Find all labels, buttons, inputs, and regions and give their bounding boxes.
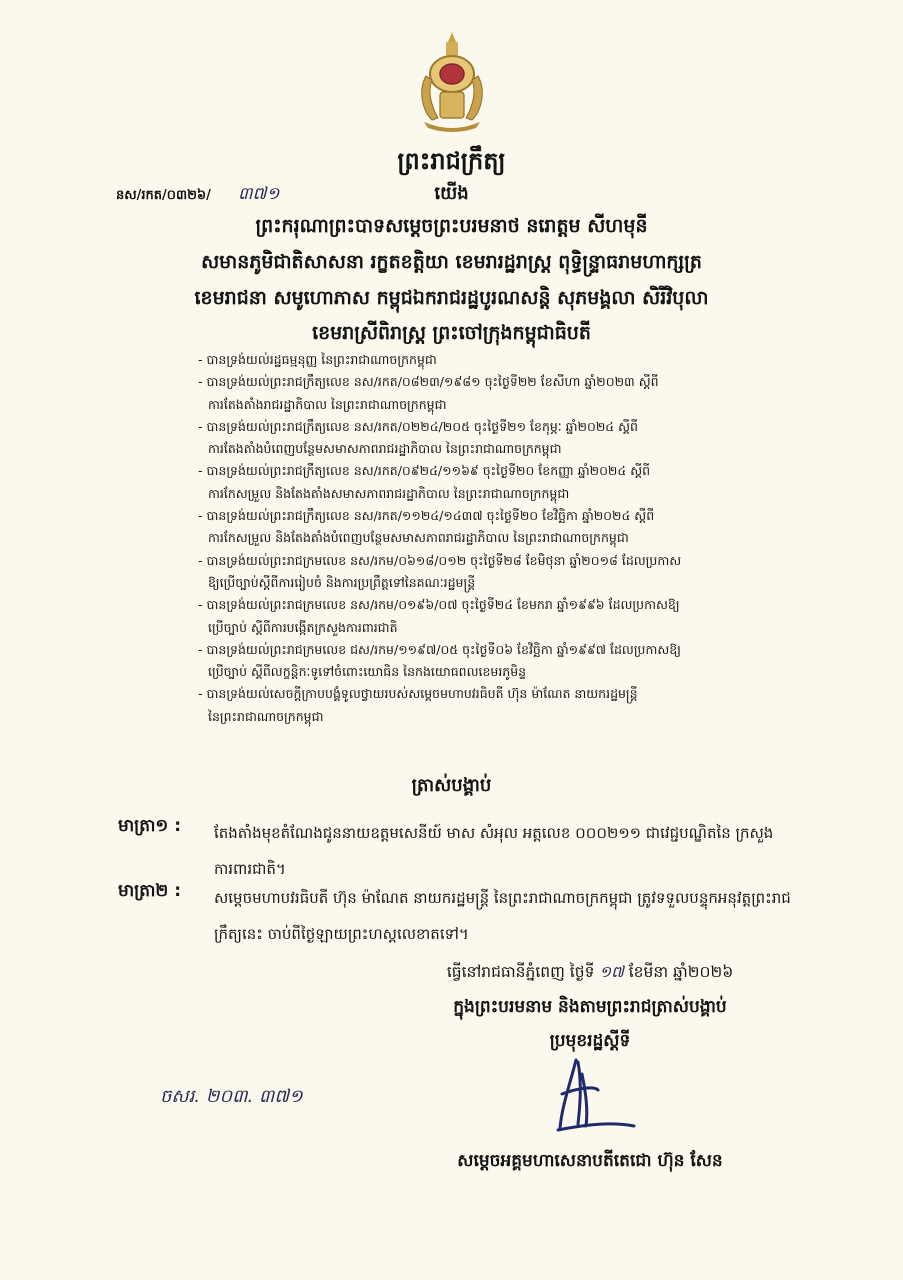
date-day-handwritten: ១៧: [599, 963, 624, 981]
date-line: ធ្វើនៅរាជធានីភ្នំពេញ ថ្ងៃទី ១៧ ខែមីនា ឆ្នាំ២០២៦: [446, 963, 734, 981]
royal-title-line: ព្រះករុណាព្រះបាទសម្តេចព្រះបរមនាថ នរោត្តម សីហមុនី: [255, 215, 648, 237]
article-text: តែងតាំងមុខតំណែងជូននាយឧត្តមសេនីយ៍ មាស សំអុល អត្តលេខ ០០០២១១ ជាវេជ្ជបណ្ឌិតនៃ ក្រសួងការពារជាតិ។: [214, 824, 774, 878]
visa-item: - បានទ្រង់យល់ព្រះរាជក្រមលេខ នស/រកម/០១៩៦/០៧ ចុះថ្ងៃទី២៤ ខែមករា ឆ្នាំ១៩៩៦ ដែលប្រកាសឱ្យ ប្រើច្បាប់ ស្តីពីការបង្កើតក្រសួងការពារជាតិ: [198, 597, 680, 635]
signature-icon: [548, 1054, 638, 1138]
visa-item: - បានទ្រង់យល់ព្រះរាជក្រមលេខ ជស/រកម/១១៩៧/០៥ ចុះថ្ងៃទី០៦ ខែវិច្ឆិកា ឆ្នាំ១៩៩៧ ដែលប្រកាសឱ្យ ប្រើច្បាប់ ស្តីពីលក្ខន្តិកៈទូទៅចំពោះយោធិន នៃកងយោធពលខេមរភូមិន្ទ: [198, 641, 681, 680]
yerng-heading: យើង: [434, 183, 469, 204]
royal-title-line: សមានភូមិជាតិសាសនា រក្ខតខត្តិយា ខេមរារដ្ឋរាស្ត្រ ពុទ្ធិន្ទ្រាធរាមហាក្សត្រ: [201, 251, 702, 273]
decree-heading: ត្រាស់បង្គាប់: [411, 775, 492, 796]
visa-item: - បានទ្រង់យល់ព្រះរាជក្រឹត្យលេខ នស/រកត/០២២៤/២០៥ ចុះថ្ងៃទី២១ ខែកុម្ភៈ ឆ្នាំ២០២៤ ស្តីពី ការតែងតាំងបំពេញបន្ថែមសមាសភាពរាជរដ្ឋាភិបាល នៃព្រះរាជាណាចក្រកម្ពុជា: [198, 418, 638, 457]
visa-item: - បានទ្រង់យល់រដ្ឋធម្មនុញ្ញ នៃព្រះរាជាណាចក្រកម្ពុជា: [198, 352, 437, 367]
reference-number: នស/រកត/០៣២៦/: [116, 188, 211, 203]
royal-title-line: ខេមរាស្រីពិរាស្ត្រ ព្រះចៅក្រុងកម្ពុជាធិបតី: [312, 322, 591, 344]
behalf-line: ក្នុងព្រះបរមនាម និងតាមព្រះរាជត្រាស់បង្គាប់: [453, 997, 727, 1017]
article-label: មាត្រា២ :: [118, 881, 182, 901]
royal-title-line: ខេមរាជនា សមូហោភាស កម្ពុជឯករាជរដ្ឋបូរណសន្តិ សុភមង្គលា សិរីវិបុលា: [194, 287, 709, 309]
royal-emblem-icon: [416, 30, 488, 132]
document-title: ព្រះរាជក្រឹត្យ: [397, 147, 506, 175]
reference-handwritten: ៣៧១: [238, 184, 280, 204]
article-label: មាត្រា១ :: [118, 816, 182, 836]
article-text: សម្តេចមហាបវរធិបតី ហ៊ុន ម៉ាណែត នាយករដ្ឋមន្ត្រី នៃព្រះរាជាណាចក្រកម្ពុជា ត្រូវទទួលបន្ទុកអនុវត្តព្រះរាជក្រឹត្យនេះ ចាប់ពីថ្ងៃឡាយព្រះហស្តលេខាតទៅ។: [214, 889, 791, 943]
visa-item: - បានទ្រង់យល់ព្រះរាជក្រមលេខ នស/រកម/០៦១៨/០១២ ចុះថ្ងៃទី២៨ ខែមិថុនា ឆ្នាំ២០១៨ ដែលប្រកាស ឱ្យប្រើច្បាប់ស្តីពីការរៀបចំ និងការប្រព្រឹត្តទៅនៃគណៈរដ្ឋមន្ត្រី: [198, 552, 682, 590]
signer-name: សម្តេចអគ្គមហាសេនាបតីតេជោ ហ៊ុន សែន: [457, 1151, 723, 1171]
visa-item: - បានទ្រង់យល់ព្រះរាជក្រឹត្យលេខ នស/រកត/០៩២៤/១១៦៩ ចុះថ្ងៃទី២០ ខែកញ្ញា ឆ្នាំ២០២៤ ស្តីពី ការកែសម្រួល និងតែងតាំងសមាសភាពរាជរដ្ឋាភិបាល នៃព្រះរាជាណាចក្រកម្ពុជា: [198, 463, 651, 501]
acting-head-title: ប្រមុខរដ្ឋស្តីទី: [549, 1031, 631, 1051]
visa-list: [198, 349, 798, 728]
visa-item: - បានទ្រង់យល់ព្រះរាជក្រឹត្យលេខ នស/រកត/១១២៤/១៤៣៧ ចុះថ្ងៃទី២០ ខែវិច្ឆិកា ឆ្នាំ២០២៤ ស្តីពី ការកែសម្រួល និងតែងតាំងបំពេញបន្ថែមសមាសភាពរាជរដ្ឋាភិបាល នៃព្រះរាជាណាចក្រកម្ពុជា: [198, 508, 655, 546]
margin-handwritten-note: ចសរ. ២០៣. ៣៧១: [160, 1086, 303, 1107]
visa-item: - បានទ្រង់យល់សេចក្តីក្រាបបង្គំទូលថ្វាយរបស់សម្តេចមហាបវរធិបតី ហ៊ុន ម៉ាណែត នាយករដ្ឋមន្ត្រី នៃព្រះរាជាណាចក្រកម្ពុជា: [198, 686, 638, 724]
visa-item: - បានទ្រង់យល់ព្រះរាជក្រឹត្យលេខ នស/រកត/០៨២៣/១៩៨១ ចុះថ្ងៃទី២២ ខែសីហា ឆ្នាំ២០២៣ ស្តីពី ការតែងតាំងរាជរដ្ឋាភិបាល នៃព្រះរាជាណាចក្រកម្ពុជា: [198, 374, 659, 412]
